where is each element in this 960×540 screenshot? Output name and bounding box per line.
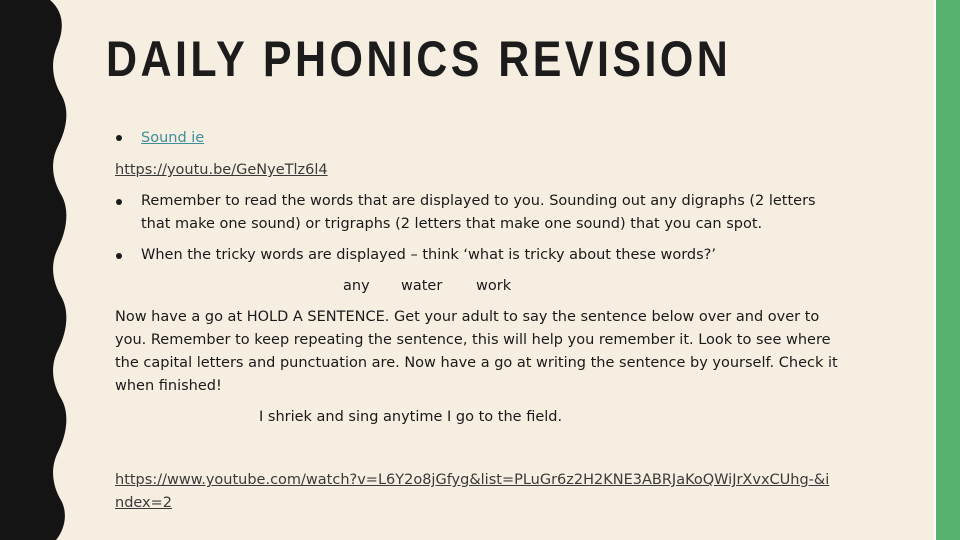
sound-link-wrapper: [141, 127, 204, 150]
instruction-bullet-read: Remember to read the words that are displayed to you. Sounding out any digraphs (2 letters that make one sound) or trigraphs (2 letters that make one sound) that you can spot.: [141, 193, 816, 232]
tricky-word: any: [343, 278, 370, 294]
instruction-bullet-tricky: When the tricky words are displayed – think ‘what is tricky about these words?’: [141, 247, 716, 263]
bullet-icon: [116, 135, 122, 141]
bullet-icon: [116, 253, 122, 259]
hold-a-sentence-paragraph: Now have a go at HOLD A SENTENCE. Get your adult to say the sentence below over and over to you. Remember to keep repeating the sentence, this will help you remember it. Look to see where the capital letters and punctuation are. Now have a go at writing the sentence by yourself. Check it when finished!: [115, 309, 838, 394]
sound-url-link[interactable]: https://youtu.be/GeNyeTlz6l4: [115, 162, 328, 178]
right-accent-band: [936, 0, 960, 540]
target-sentence: I shriek and sing anytime I go to the field.: [259, 409, 563, 425]
sound-ie-link[interactable]: Sound ie: [141, 130, 205, 146]
sound-url-wrapper: [115, 159, 328, 182]
video-url-link[interactable]: https://www.youtube.com/watch?v=L6Y2o8jGfyg&list=PLuGr6z2H2KNE3ABRJaKoQWiJrXvxCUhg-&index=2: [115, 472, 830, 511]
left-decorative-band: [0, 0, 70, 540]
bullet-icon: [116, 199, 122, 205]
slide-title: DAILY PHONICS REVISION: [106, 31, 732, 87]
tricky-word: work: [476, 278, 512, 294]
tricky-word: water: [401, 278, 443, 294]
video-url-wrapper: [115, 469, 835, 515]
